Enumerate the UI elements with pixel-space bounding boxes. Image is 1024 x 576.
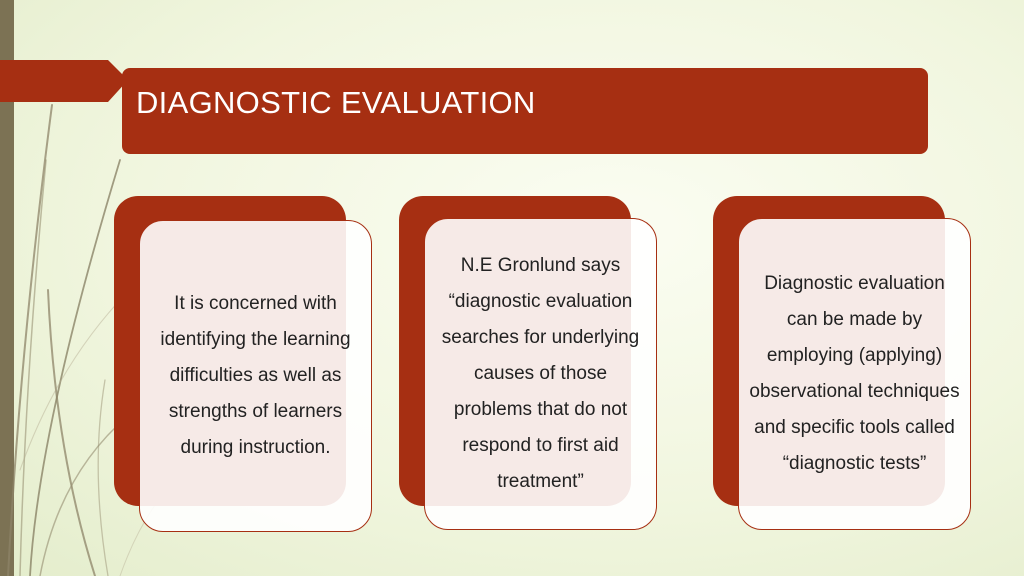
slide-title: DIAGNOSTIC EVALUATION [136, 85, 536, 120]
card-2 [424, 218, 657, 530]
card-1-text: It is concerned with identifying the learning difficulties as well as strengths of learners during instruction. [160, 293, 351, 458]
title-banner [122, 68, 928, 154]
card-3 [738, 218, 971, 530]
card-2-text: N.E Gronlund says “diagnostic evaluation searches for underlying causes of those problems that do not respond to first aid treatment” [441, 255, 640, 492]
card-3-text: Diagnostic evaluation can be made by employing (applying) observational techniques and specific tools called “diagnostic tests” [749, 273, 960, 474]
title-arrow-tab [0, 60, 130, 104]
card-1 [139, 220, 372, 532]
